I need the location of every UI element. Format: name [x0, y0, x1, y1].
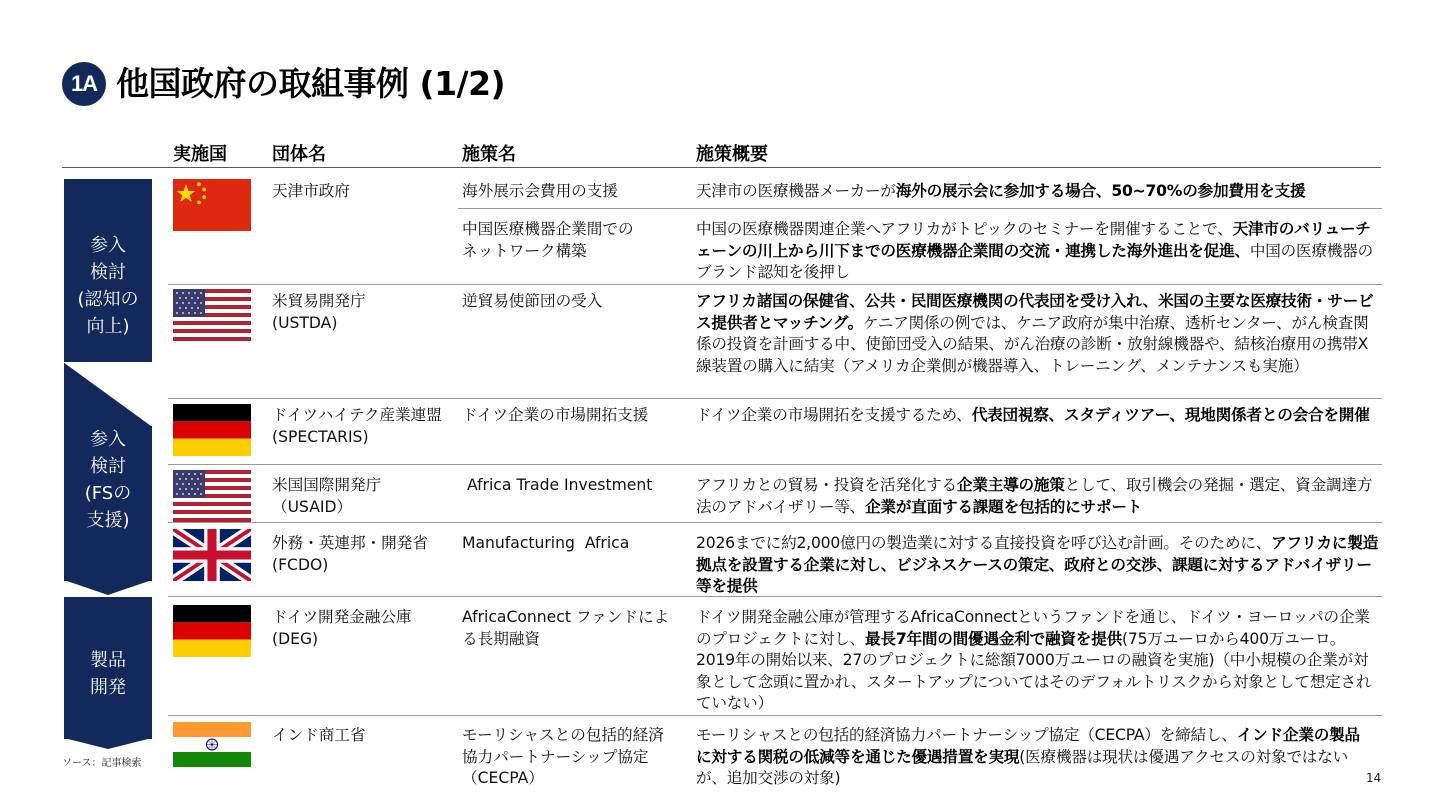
row-divider: [168, 464, 1382, 465]
phase-block-fs-support: [64, 426, 152, 581]
policy-name: Africa Trade Investment: [462, 476, 653, 494]
summary-emphasis: 企業が直面する課題を包括的にサポート: [865, 497, 1143, 516]
header-divider: [62, 167, 1381, 168]
uk-flag: [173, 529, 251, 581]
germany-flag: [173, 404, 251, 456]
org-name: ドイツ開発金融公庫 (DEG): [272, 608, 412, 648]
germany-flag: [173, 605, 251, 657]
india-flag: [173, 722, 251, 767]
summary-text: 2026までに約2,000億円の製造業に対する直接投資を呼び込む計画。そのために、: [696, 534, 1272, 552]
summary-emphasis: アフリカに製造拠点を設置する企業に対し、ビジネスケースの策定、政府との交渉、課題に対するアドバイザリー等を提供: [696, 534, 1379, 595]
phase-arrow-tip: [64, 580, 152, 596]
phase-label: 製品 開発: [90, 650, 126, 698]
policy-name: 逆貿易使節団の受入: [462, 292, 603, 310]
summary-emphasis: 最長7年間の間優遇金利で融資を提供: [865, 629, 1122, 648]
policy-summary: [696, 607, 1380, 715]
column-header-summary: 施策概要: [696, 144, 768, 165]
summary-text: として、取引機会の発掘・選定、資金調達方法のアドバイザリー等、: [696, 476, 1373, 516]
org-name: ドイツハイテク産業連盟(SPECTARIS): [272, 406, 442, 446]
policy-summary: [696, 475, 1380, 518]
summary-emphasis: 代表団視察、スタディツアー、現地関係者との会合を開催: [971, 406, 1370, 424]
summary-text: 天津市の医療機器メーカーが: [696, 182, 896, 200]
summary-text: 中国の医療機器のブランド認知を後押し: [696, 241, 1374, 281]
column-header-org: 団体名: [272, 144, 326, 165]
org-name: 米貿易開発庁 (USTDA): [272, 292, 366, 332]
row-divider: [168, 522, 1382, 523]
org-name: インド商工省: [272, 726, 366, 744]
summary-emphasis: 天津市のバリューチェーンの川上から川下までの医療機器企業間の交流・連携した海外進出を促進、: [696, 220, 1371, 260]
org-name: 天津市政府: [272, 182, 350, 200]
phase-label: 参入 検討 (認知の 向上): [77, 235, 139, 337]
phase-arrow-tip: [64, 738, 152, 750]
org-name: 米国国際開発庁 （USAID）: [272, 476, 382, 516]
policy-summary: [696, 725, 1366, 790]
source-note: ソース：記事検索: [62, 758, 142, 769]
policy-name: ドイツ企業の市場開拓支援: [462, 406, 649, 424]
row-divider: [458, 208, 1382, 209]
policy-name: 中国医療機器企業間での ネットワーク構築: [462, 220, 634, 260]
row-divider: [168, 715, 1382, 716]
phase-label: 参入 検討 (FSの 支援): [84, 429, 132, 531]
summary-emphasis: インド企業の製品に対する関税の低減等を通じた優遇措置を実現: [696, 726, 1360, 766]
column-header-policy: 施策名: [462, 144, 516, 165]
china-flag: [173, 179, 251, 231]
phase-block-product-development: [64, 597, 152, 739]
policy-name: 海外展示会費用の支援: [462, 182, 618, 200]
summary-text: (75万ユーロから400万ユーロ。2019年の開始以来、27のプロジェクトに総額7000万ユーロの融資を実施)（中小規模の企業が対象として念頭に置かれ、スタートアップについてはそのデフォルトリスクから対象として想定されていない）: [696, 629, 1372, 712]
org-name: 外務・英連邦・開発省 (FCDO): [272, 534, 428, 574]
usa-flag: [173, 470, 251, 522]
summary-text: (医療機器は現状は優遇アクセスの対象ではないが、追加交渉の対象): [696, 747, 1348, 787]
policy-summary: [696, 181, 1380, 203]
page-number: 14: [1366, 771, 1382, 785]
usa-flag: [173, 289, 251, 341]
summary-emphasis: アフリカ諸国の保健省、公共・民間医療機関の代表団を受け入れ、米国の主要な医療技術・サービス提供者とマッチング。: [696, 292, 1374, 332]
summary-emphasis: 企業主導の施策: [956, 476, 1065, 494]
policy-summary: [696, 291, 1380, 377]
summary-text: ドイツ企業の市場開拓を支援するため、: [696, 406, 972, 424]
policy-summary: [696, 405, 1380, 427]
summary-text: アフリカとの貿易・投資を活発化する: [696, 476, 957, 494]
policy-name: Manufacturing Africa: [462, 534, 630, 552]
phase-block-awareness: [64, 179, 152, 362]
summary-text: ドイツ開発金融公庫が管理するAfricaConnectというファンドを通じ、ドイツ・ヨーロッパの企業のプロジェクトに対し、: [696, 608, 1370, 648]
policy-summary: [696, 219, 1380, 284]
policy-summary: [696, 533, 1380, 598]
summary-emphasis: 海外の展示会に参加する場合、50~70%の参加費用を支援: [895, 182, 1306, 200]
policy-name: AfricaConnect ファンドによる長期融資: [462, 608, 670, 648]
summary-text: ケニア関係の例では、ケニア政府が集中治療、透析センター、がん検査関係の投資を計画する中、使節団受入の結果、がん治療の診断・放射線機器や、結核治療用の携帯X線装置の購入に結実（アメリカ企業側が機器導入、トレーニング、メンテナンスも実施）: [696, 313, 1369, 375]
row-divider: [168, 284, 1382, 285]
section-badge: 1A: [62, 62, 106, 106]
page-title: 他国政府の取組事例 (1/2): [116, 64, 506, 103]
column-header-country: 実施国: [173, 144, 227, 165]
row-divider: [168, 398, 1382, 399]
phase-divider-diagonal: [64, 362, 152, 426]
summary-text: モーリシャスとの包括的経済協力パートナーシップ協定（CECPA）を締結し、: [696, 726, 1237, 744]
summary-text: 中国の医療機器関連企業へアフリカがトピックのセミナーを開催することで、: [696, 220, 1233, 238]
policy-name: モーリシャスとの包括的経済協力パートナーシップ協定（CECPA）: [462, 726, 664, 787]
